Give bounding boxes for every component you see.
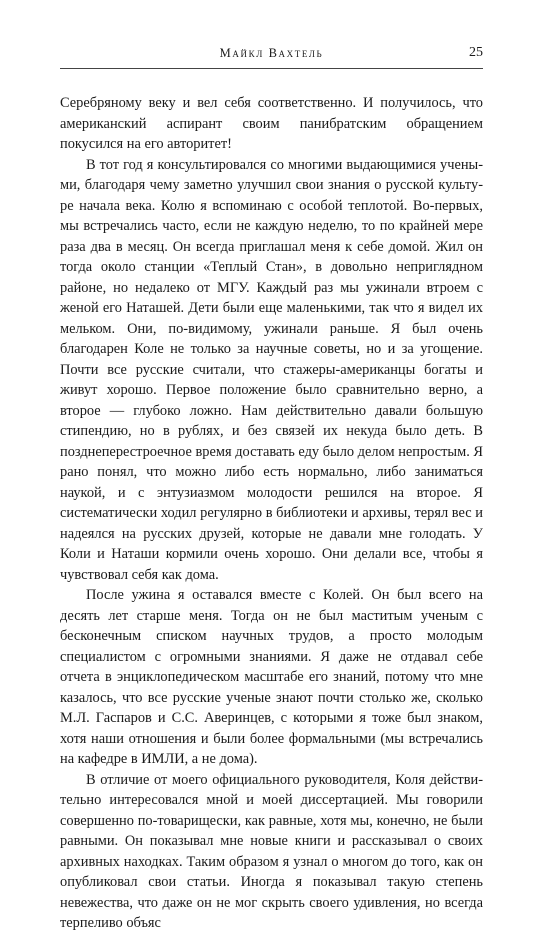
paragraph: В тот год я консультировался со многими выдающимися учеными, благодаря чему заметно улучшил свои знания о русской культуре начала века. Колю я вспоминаю с особой теплотой. Во-первых, мы встречались часто, если не каждую неделю, то по крайней мере раза два в месяц. Он всегда приглашал меня к себе домой. Жил он тогда около станции «Теплый Стан», в довольно неприглядном районе, но недалеко от МГУ. Каждый раз мы ужинали втроем с женой его Наташей. Дети были еще маленькими, так что я видел их мельком. Они, по-видимому, ужинали раньше. Я был очень благодарен Коле не только за научные советы, но и за угощение. Почти все русские считали, что стажеры-американцы богаты и живут хорошо. Первое положение было сравнительно верно, а второе — глубоко ложно. Нам действительно давали большую стипендию, но в рублях, и без связей их некуда было деть. В позднеперестроечное время доставать еду было делом непростым. Я рано понял, что можно либо есть нормально, либо заниматься наукой, и с энтузиазмом молодости решился на второе. Я систематически ходил регулярно в библиотеки и архивы, терял вес и надеялся на русских друзей, которые не давали мне голодать. У Коли и Наташи кормили очень хорошо. Они делали все, чтобы я чувствовал себя как дома. [60, 156, 483, 583]
paragraph: Серебряному веку и вел себя соответственно. И получилось, что американский аспирант своим панибратским обращением покусился на его авторитет! [60, 95, 483, 152]
running-title: Майкл Вахтель [219, 46, 324, 60]
header-rule [60, 68, 483, 69]
body-text [60, 93, 483, 934]
page-number: 25 [469, 45, 483, 60]
paragraph: После ужина я оставался вместе с Колей. Он был всего на десять лет старше меня. Тогда он не был маститым ученым с бесконечным списком научных трудов, а просто молодым специалистом с огромными знаниями. Я даже не отдавал себе отчета в энциклопедическом масштабе его знаний, потому что мне казалось, что все русские ученые знают почти столько же, сколько М.Л. Гаспаров и С.С. Аверинцев, с которыми я тоже был знаком, хотя наши отношения и были более формальными (мы встречались на кафедре в ИМЛИ, а не дома). [60, 587, 483, 767]
paragraph: В отличие от моего официального руководителя, Коля действительно интересовался мной и моей диссертацией. Мы говорили совершенно по-товарищески, как равные, хотя мы, конечно, не были равными. Он показывал мне новые книги и рассказывал о своих архивных находках. Таким образом я узнал о многом до того, как он опубликовал свои статьи. Иногда я показывал такую степень невежества, что даже он не мог скрыть своего удивления, но всегда терпеливо объяс [60, 771, 483, 931]
running-head [60, 46, 483, 66]
